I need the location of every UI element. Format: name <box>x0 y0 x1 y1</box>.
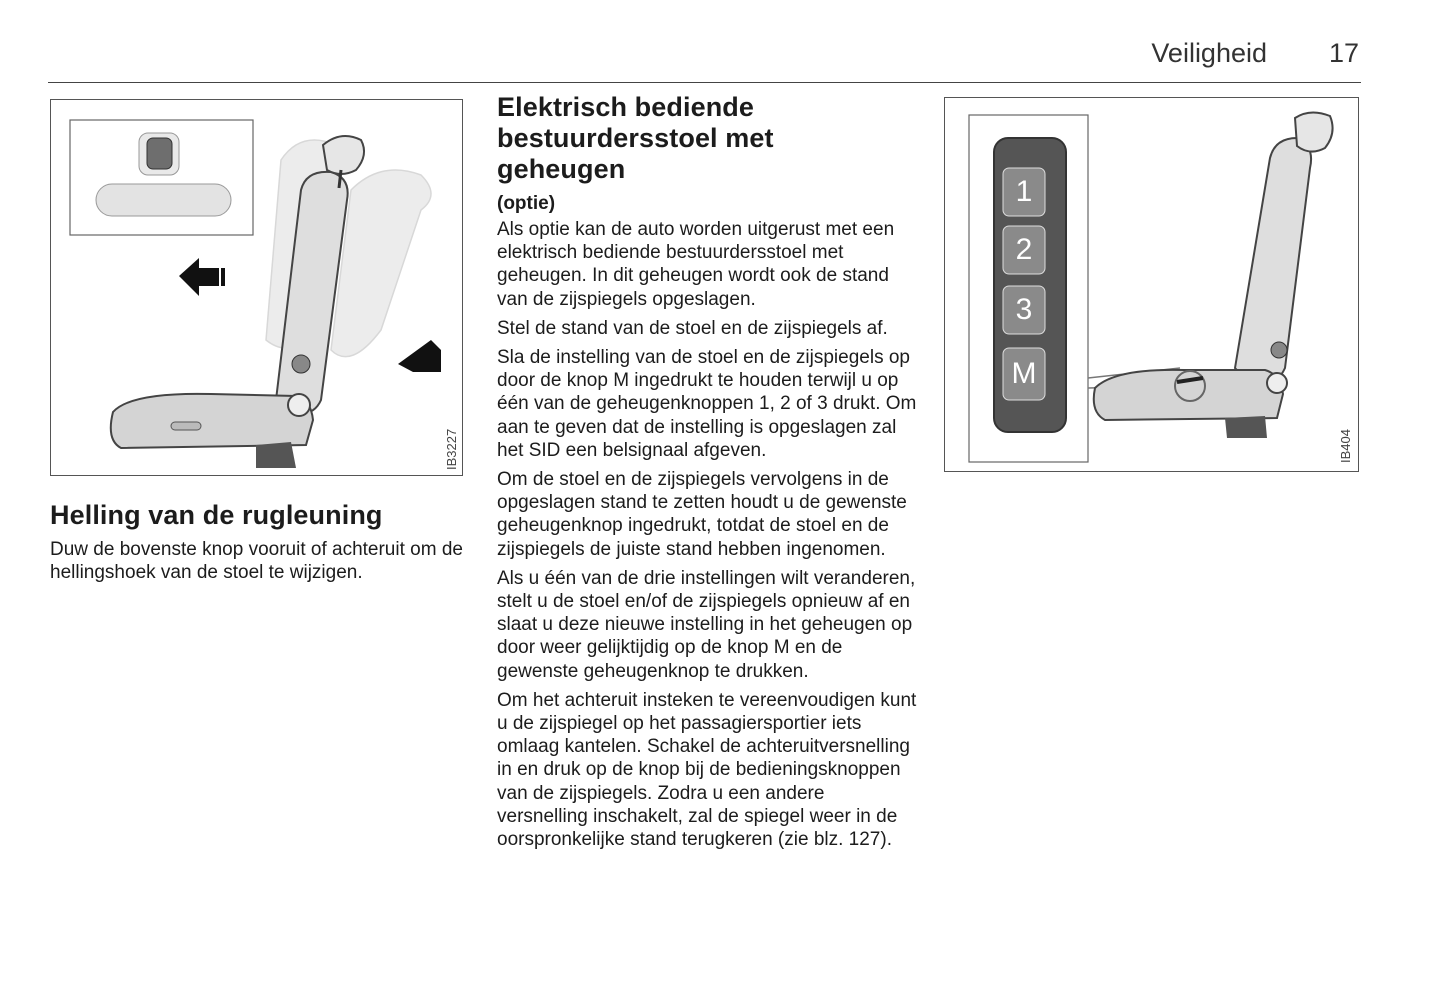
paragraph: Stel de stand van de stoel en de zijspiegels af. <box>497 317 888 339</box>
option-label: (optie) <box>497 193 556 214</box>
running-header-section <box>1151 38 1267 69</box>
paragraph: Om het achteruit insteken te vereenvoudigen kunt u de zijspiegel op het passagiersportier iets omlaag kantelen. Schakel de achteruitversnelling in en druk op de knop bij de bedieningsknoppen van de zijspiegels. Zodra u een andere versnelling inschakelt, zal de spiegel weer in de oorspronkelijke stand terugkeren (zie blz. 127). <box>497 689 917 851</box>
paragraph: Als optie kan de auto worden uitgerust met een elektrisch bediende bestuurdersstoel met geheugen. In dit geheugen wordt ook de stand van de zijspiegels opgeslagen. <box>497 219 895 310</box>
seat-adjust-knob <box>96 184 231 216</box>
section-body-backrest: Duw de bovenste knop vooruit of achteruit om de hellingshoek van de stoel te wijzigen. <box>50 539 463 583</box>
memory-seat-text <box>497 218 917 857</box>
recline-pivot <box>288 394 310 416</box>
figure-code: IB404 <box>1338 429 1353 463</box>
memory-button-2-label: 2 <box>1015 233 1033 266</box>
headrest <box>1295 112 1333 151</box>
memory-seat-illustration <box>945 98 1357 470</box>
paragraph: Als u één van de drie instellingen wilt veranderen, stelt u de stoel en/of de zijspiegels opnieuw af en slaat u deze nieuwe instelling in het geheugen op door weer gelijktijdig op de knop M en de gewenste geheugenknop te drukken. <box>497 567 916 682</box>
seat-cushion <box>111 394 313 448</box>
seat-illustration <box>51 100 461 474</box>
page-number: 17 <box>1328 38 1359 68</box>
figure-backrest-tilt <box>50 99 463 476</box>
figure-code: IB3227 <box>444 428 459 470</box>
lumbar-knob <box>292 355 310 373</box>
backrest-knob <box>147 138 172 169</box>
figure-memory-buttons <box>944 97 1359 472</box>
section-heading-backrest: Helling van de rugleuning <box>50 500 383 530</box>
section-heading-memory-seat: Elektrisch bediende bestuurdersstoel met geheugen <box>497 92 774 184</box>
arrow-backward-icon <box>398 340 441 372</box>
section-title: Veiligheid <box>1151 38 1267 68</box>
paragraph: Om de stoel en de zijspiegels vervolgens in de opgeslagen stand te zetten houdt u de gewenste geheugenknop ingedrukt, totdat de stoel en de zijspiegels de juiste stand hebben ingenomen. <box>497 469 907 560</box>
memory-button-3-label: 3 <box>1015 293 1033 326</box>
seat-cushion <box>1094 370 1283 420</box>
memory-button-1-label: 1 <box>1015 175 1033 208</box>
memory-button-m-label: M <box>1011 357 1037 390</box>
arrow-forward-icon <box>179 258 219 296</box>
paragraph: Sla de instelling van de stoel en de zijspiegels op door de knop M ingedrukt te houden terwijl u op één van de geheugenknoppen 1, 2 of 3 drukt. Om aan te geven dat de instelling is opgeslagen zal het SID een belsignaal afgeven. <box>497 347 917 461</box>
headrest <box>323 136 364 174</box>
seat-base <box>256 442 296 468</box>
header-rule <box>48 82 1361 83</box>
